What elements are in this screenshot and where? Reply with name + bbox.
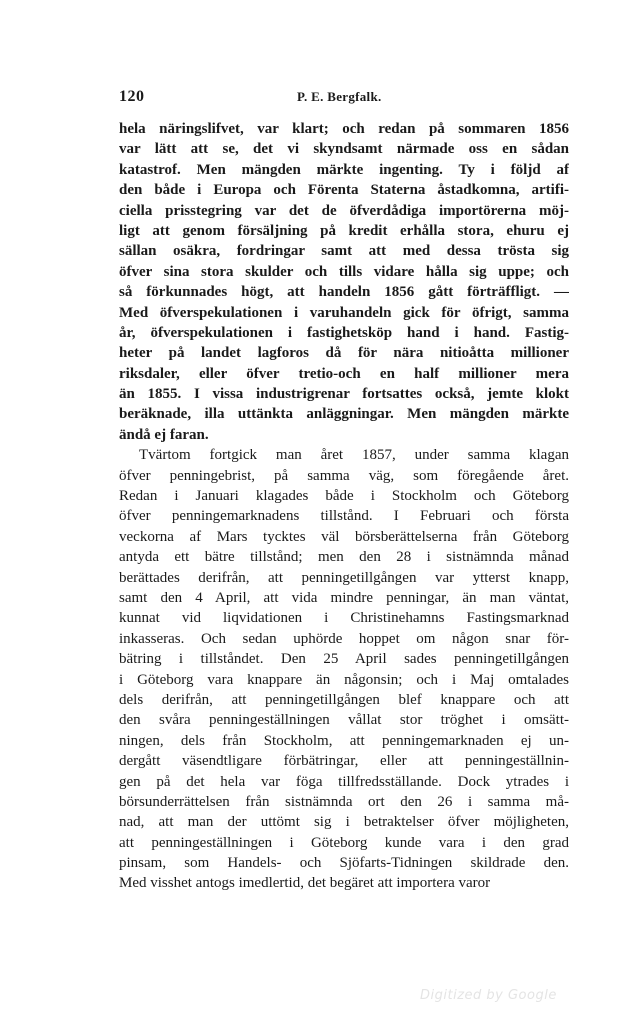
text-line: hela näringslifvet, var klart; och redan på sommaren 1856 — [119, 121, 569, 137]
text-line: i Göteborg vara knappare än någonsin; och i Maj omtalades — [119, 671, 569, 688]
text-line: berättades derifrån, att penningetillgången var ytterst knapp, — [119, 569, 569, 586]
text-line: öfver penningemarknadens tillstånd. I Februari och första — [119, 508, 569, 525]
text-line: Med öfverspekulationen i varuhandeln gick för öfrigt, samma — [119, 304, 569, 321]
text-line: år, öfverspekulationen i fastighetsköp hand i hand. Fastig- — [119, 324, 569, 341]
text-line: den både i Europa och Förenta Staterna åstadkomna, artifi- — [119, 182, 569, 199]
text-line: var lätt att se, det vi skyndsamt närmade oss en sådan — [119, 141, 569, 158]
text-line: att penningeställningen i Göteborg kunde vara i den grad — [119, 834, 569, 851]
text-line: bätring i tillståndet. Den 25 April sades penningetillgången — [119, 651, 569, 668]
body-text — [119, 119, 569, 894]
text-line: Redan i Januari klagades både i Stockholm och Göteborg — [119, 488, 569, 505]
text-line: öfver penningebrist, på samma väg, som föregående året. — [119, 467, 569, 484]
text-line: antyda ett bätre tillstånd; men den 28 i sistnämnda månad — [119, 549, 569, 566]
text-line: nad, att man der uttömt sig i betraktelser öfver möjligheten, — [119, 814, 569, 831]
text-line: så förkunnades högt, att handeln 1856 gått förträffligt. — — [119, 284, 569, 301]
text-line: ciella prisstegring var det de öfverdådiga importörerna möj- — [119, 202, 569, 219]
text-line: än 1855. I vissa industrigrenar fortsattes också, jemte klokt — [119, 386, 569, 403]
page-number: 120 — [119, 88, 145, 105]
text-line: ändå ej faran. — [119, 426, 209, 443]
text-line: ningen, dels från Stockholm, att penningemarknaden ej un- — [119, 732, 569, 749]
text-line: Tvärtom fortgick man året 1857, under samma klagan — [139, 447, 569, 464]
text-line: riksdaler, eller öfver tretio-och en half millioner mera — [119, 365, 569, 382]
text-line: öfver sina stora skulder och tills vidare hålla sig uppe; och — [119, 263, 569, 280]
running-head — [119, 88, 569, 108]
text-line: gen på det hela var föga tillfredsställande. Dock ytrades i — [119, 773, 569, 790]
text-line: katastrof. Men mängden märkte ingenting. Ty i följd af — [119, 161, 569, 178]
text-line: pinsam, som Handels- och Sjöfarts-Tidningen skildrade den. — [119, 855, 569, 872]
text-line: Med visshet antogs imedlertid, det begäret att importera varor — [119, 875, 491, 892]
text-line: veckorna af Mars tycktes väl börsberättelserna från Göteborg — [119, 528, 569, 545]
text-line: sällan osäkra, fordringar samt att med dessa trösta sig — [119, 243, 569, 260]
text-line: heter på landet lagforos då för nära nitioåtta millioner — [119, 345, 569, 362]
running-head-author: P. E. Bergfalk. — [297, 89, 382, 104]
text-line: dels derifrån, att penningetillgången blef knappare och att — [119, 691, 569, 708]
text-line: börsunderrättelsen från sistnämnda ort den 26 i samma må- — [119, 793, 569, 810]
text-line: inkasseras. Och sedan uphörde hoppet om någon snar för- — [119, 630, 569, 647]
digitizer-watermark: Digitized by Google — [420, 988, 557, 1003]
text-line: beräknade, illa uttänkta anläggningar. Men mängden märkte — [119, 406, 569, 423]
text-line: dergått väsendtligare förbätringar, eller att penningeställnin- — [119, 753, 569, 770]
text-line: den svåra penningeställningen vållat stor tröghet i omsätt- — [119, 712, 569, 729]
text-line: samt den 4 April, att vida mindre penningar, än man väntat, — [119, 589, 569, 606]
text-line: kunnat vid liqvidationen i Christinehamns Fastingsmarknad — [119, 610, 569, 627]
text-line: ligt att genom försäljning på kredit erhålla stora, ehuru ej — [119, 222, 569, 239]
